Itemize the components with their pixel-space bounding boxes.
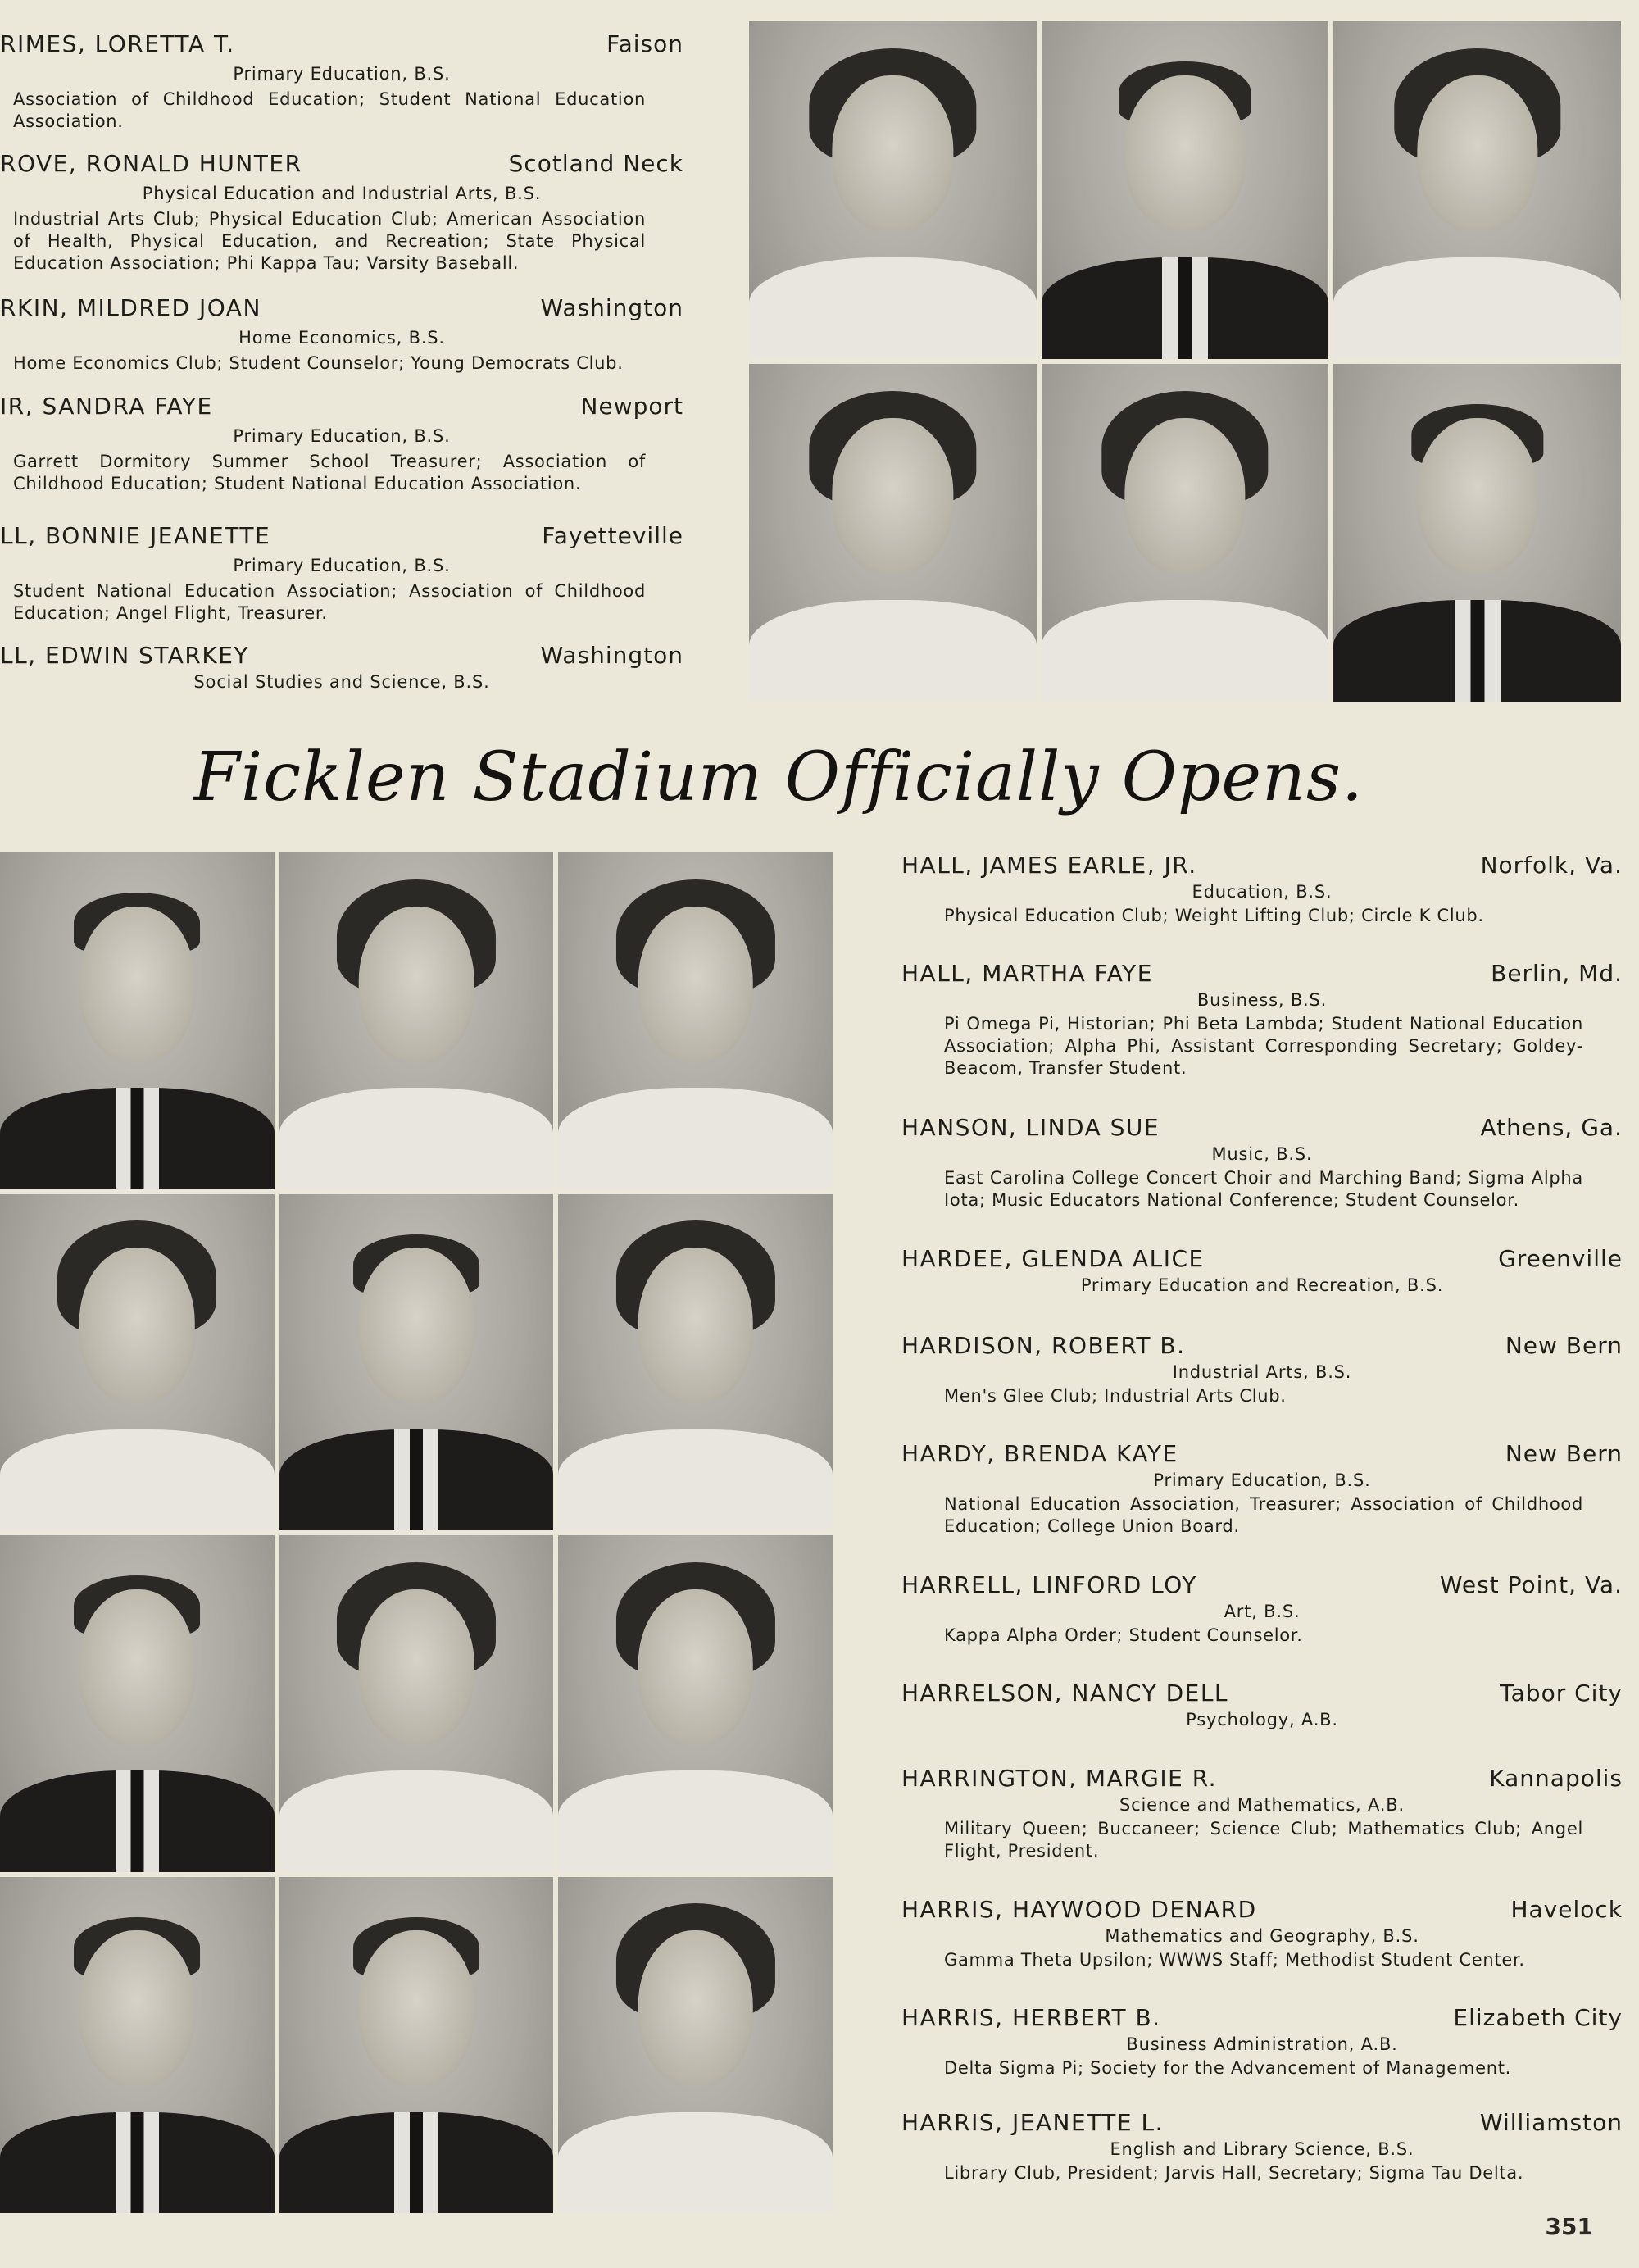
portrait-photo [0,1194,275,1531]
portrait-photo [558,852,833,1189]
student-degree: Art, B.S. [1224,1602,1301,1621]
student-hometown: West Point, Va. [1439,1571,1623,1598]
student-degree: Primary Education, B.S. [233,64,451,84]
student-hometown: Berlin, Md. [1491,960,1623,987]
student-activities: Gamma Theta Upsilon; WWWS Staff; Methodist Student Center. [944,1950,1525,1970]
student-hometown: Fayetteville [542,522,683,549]
student-activities: Delta Sigma Pi; Society for the Advancement of Management. [944,2058,1512,2078]
portrait-grid-top [749,21,1621,702]
portrait-photo [279,1535,554,1872]
student-degree: Business, B.S. [1196,990,1328,1010]
student-name: HANSON, LINDA SUE [901,1114,1160,1141]
student-degree: Primary Education and Recreation, B.S. [1080,1275,1444,1295]
student-name: RKIN, MILDRED JOAN [0,294,261,321]
student-degree: Primary Education, B.S. [233,556,451,575]
student-name: HALL, JAMES EARLE, JR. [901,852,1197,879]
portrait-grid-bottom [0,852,833,2213]
student-name: LL, EDWIN STARKEY [0,642,250,669]
student-hometown: Athens, Ga. [1480,1114,1623,1141]
student-activities: Men's Glee Club; Industrial Arts Club. [944,1386,1287,1406]
student-activities: East Carolina College Concert Choir and Marching Band; Sigma Alpha Iota; Music Educators National Conference; Student Counselor. [944,1168,1583,1210]
student-hometown: New Bern [1505,1332,1623,1359]
portrait-photo [279,1194,554,1531]
student-name: HARDY, BRENDA KAYE [901,1440,1178,1467]
student-name: HARRELL, LINFORD LOY [901,1571,1197,1598]
student-activities: Association of Childhood Education; Student National Education Association. [13,89,646,131]
student-hometown: Elizabeth City [1453,2004,1623,2031]
student-name: HARRIS, HAYWOOD DENARD [901,1896,1257,1923]
student-degree: Mathematics and Geography, B.S. [1105,1926,1419,1946]
student-activities: Physical Education Club; Weight Lifting Club; Circle K Club. [944,906,1484,925]
student-name: HARDISON, ROBERT B. [901,1332,1186,1359]
student-name: HARDEE, GLENDA ALICE [901,1245,1205,1272]
student-activities: Garrett Dormitory Summer School Treasurer; Association of Childhood Education; Student National Education Association. [13,452,646,493]
portrait-photo [0,852,275,1189]
portrait-photo [1042,364,1329,702]
portrait-photo [558,1877,833,2214]
student-activities: Pi Omega Pi, Historian; Phi Beta Lambda; Student National Education Association; Alpha Phi, Assistant Corresponding Secretary; Goldey-Beacom, Transfer Student. [944,1014,1583,1078]
portrait-photo [0,1535,275,1872]
portrait-photo [1333,21,1621,359]
student-activities: Kappa Alpha Order; Student Counselor. [944,1625,1303,1645]
student-name: HARRIS, HERBERT B. [901,2004,1161,2031]
student-degree: Music, B.S. [1211,1144,1313,1164]
page-number: 351 [1545,2213,1593,2240]
student-activities: National Education Association, Treasurer; Association of Childhood Education; College Union Board. [944,1494,1583,1536]
student-degree: Primary Education, B.S. [233,426,451,446]
student-name: HARRELSON, NANCY DELL [901,1679,1229,1707]
student-activities: Industrial Arts Club; Physical Education Club; American Association of Health, Physical Education, and Recreation; State Physical Education Association; Phi Kappa Tau; Varsity Baseball. [13,209,646,273]
portrait-photo [749,364,1037,702]
portrait-photo [279,1877,554,2214]
student-degree: Physical Education and Industrial Arts, B.S. [142,184,542,203]
student-degree: Psychology, A.B. [1186,1710,1338,1729]
student-name: HALL, MARTHA FAYE [901,960,1153,987]
student-name: HARRIS, JEANETTE L. [901,2109,1164,2136]
student-hometown: Newport [580,393,683,420]
student-activities: Military Queen; Buccaneer; Science Club; Mathematics Club; Angel Flight, President. [944,1819,1583,1861]
student-activities: Student National Education Association; Association of Childhood Education; Angel Flight, Treasurer. [13,581,646,623]
portrait-photo [279,852,554,1189]
student-activities: Library Club, President; Jarvis Hall, Secretary; Sigma Tau Delta. [944,2163,1524,2183]
portrait-photo [558,1194,833,1531]
student-name: ROVE, RONALD HUNTER [0,150,302,177]
student-hometown: Kannapolis [1489,1765,1623,1792]
student-degree: Science and Mathematics, A.B. [1119,1795,1405,1815]
student-degree: Education, B.S. [1192,882,1333,902]
portrait-photo [558,1535,833,1872]
student-activities: Home Economics Club; Student Counselor; Young Democrats Club. [13,353,624,373]
portrait-photo [0,1877,275,2214]
student-name: LL, BONNIE JEANETTE [0,522,271,549]
page-headline: Ficklen Stadium Officially Opens. [193,739,1364,816]
student-name: RIMES, LORETTA T. [0,30,235,57]
student-hometown: Faison [606,30,683,57]
student-hometown: Scotland Neck [508,150,683,177]
student-hometown: Williamston [1479,2109,1623,2136]
portrait-photo [1042,21,1329,359]
student-hometown: New Bern [1505,1440,1623,1467]
student-degree: Home Economics, B.S. [238,328,445,348]
student-hometown: Washington [540,294,683,321]
student-degree: Primary Education, B.S. [1153,1470,1371,1490]
student-hometown: Washington [540,642,683,669]
student-hometown: Tabor City [1500,1679,1623,1707]
student-hometown: Norfolk, Va. [1480,852,1623,879]
student-degree: English and Library Science, B.S. [1110,2139,1414,2159]
portrait-photo [1333,364,1621,702]
portrait-photo [749,21,1037,359]
student-hometown: Havelock [1510,1896,1623,1923]
student-name: IR, SANDRA FAYE [0,393,213,420]
student-degree: Industrial Arts, B.S. [1172,1362,1352,1382]
student-name: HARRINGTON, MARGIE R. [901,1765,1218,1792]
student-hometown: Greenville [1498,1245,1623,1272]
student-degree: Business Administration, A.B. [1126,2034,1398,2054]
student-degree: Social Studies and Science, B.S. [193,672,490,692]
